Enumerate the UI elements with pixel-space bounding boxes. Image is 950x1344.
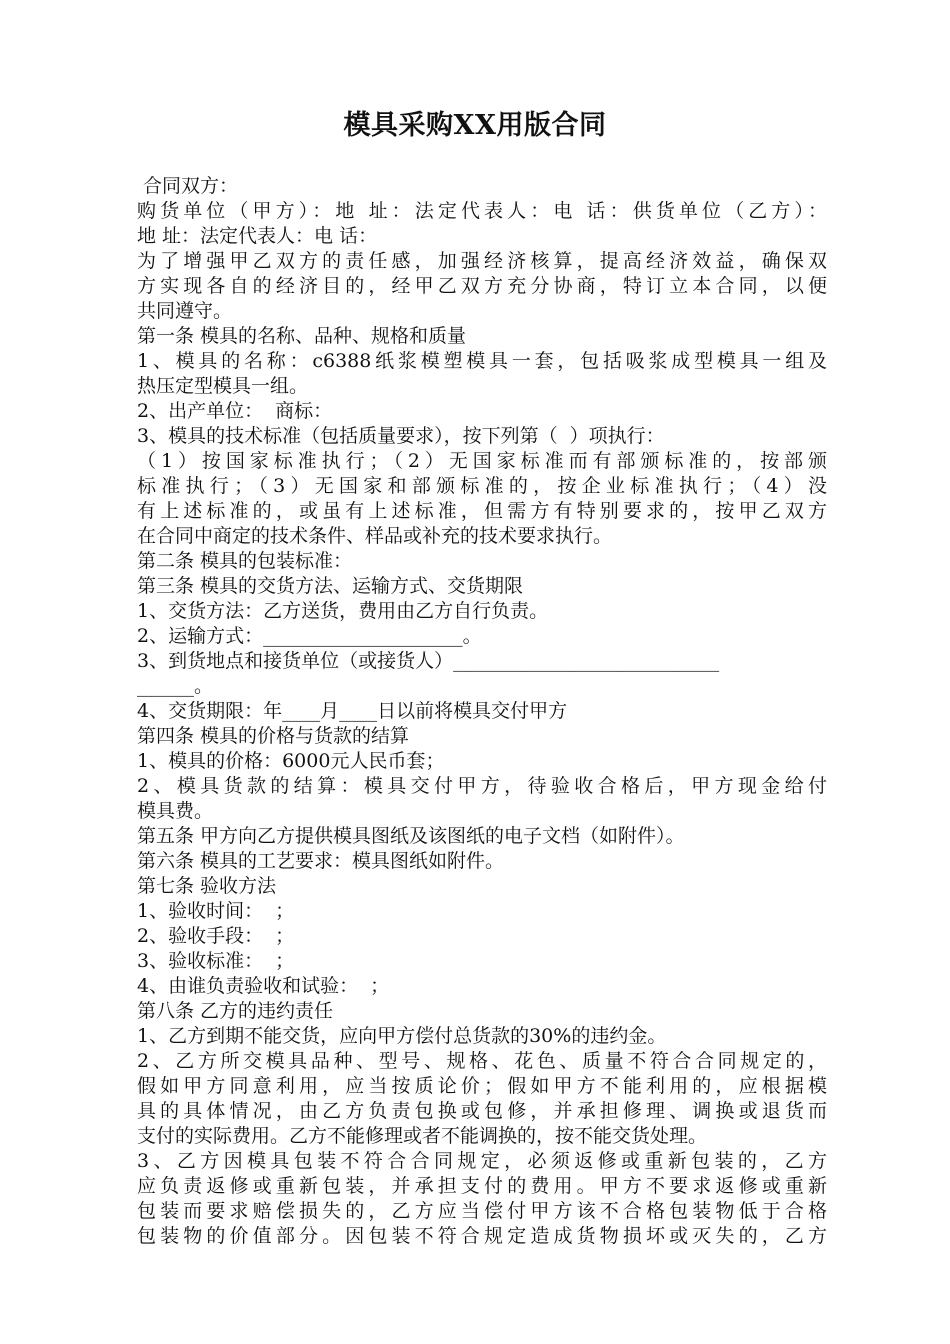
section-heading: 第一条 模具的名称、品种、规格和质量 — [137, 325, 467, 347]
text-line: 假如甲方同意利用，应当按质论价；假如甲方不能利用的，应根据模 — [137, 1075, 827, 1097]
text-line: 方实现各自的经济目的，经甲乙双方充分协商，特订立本合同，以便 — [137, 275, 827, 297]
text-line: 1、验收时间： ； — [137, 900, 295, 922]
section-heading: 第三条 模具的交货方法、运输方式、交货期限 — [137, 575, 524, 597]
text-line: 包装而要求赔偿损失的，乙方应当偿付甲方该不合格包装物低于合格 — [137, 1200, 827, 1222]
text-line: 应负责返修或重新包装，并承担支付的费用。甲方不要求返修或重新 — [137, 1175, 827, 1197]
text-line: 支付的实际费用。乙方不能修理或者不能调换的，按不能交货处理。 — [137, 1125, 708, 1147]
text-line: 为了增强甲乙双方的责任感，加强经济核算，提高经济效益，确保双 — [137, 250, 827, 272]
text-line: 1、交货方法：乙方送货，费用由乙方自行负责。 — [137, 600, 549, 622]
text-line: 在合同中商定的技术条件、样品或补充的技术要求执行。 — [137, 525, 613, 547]
text-line: 2、验收手段： ； — [137, 925, 295, 947]
text-line: 3、模具的技术标准（包括质量要求），按下列第（ ）项执行： — [137, 425, 665, 447]
text-line: ______。 — [137, 675, 214, 697]
section-heading: 第七条 验收方法 — [137, 875, 277, 897]
text-line: 3、乙方因模具包装不符合合同规定，必须返修或重新包装的，乙方 — [137, 1150, 827, 1172]
document-title: 模具采购XX用版合同 — [343, 110, 607, 141]
text-line: 1、乙方到期不能交货，应向甲方偿付总货款的30%的违约金。 — [137, 1025, 667, 1047]
text-line: （1）按国家标准执行；（2）无国家标准而有部颁标准的，按部颁 — [137, 450, 827, 472]
section-heading: 第四条 模具的价格与货款的结算 — [137, 725, 410, 747]
text-line: 2、乙方所交模具品种、型号、规格、花色、质量不符合合同规定的， — [137, 1050, 827, 1072]
text-line: 合同双方： — [137, 175, 239, 197]
text-line: 1、模具的价格：6000元人民币套； — [137, 750, 445, 772]
text-line: 具的具体情况，由乙方负责包换或包修，并承担修理、调换或退货而 — [137, 1100, 827, 1122]
section-heading: 第五条 甲方向乙方提供模具图纸及该图纸的电子文档（如附件）。 — [137, 825, 685, 847]
text-line: 地 址：法定代表人：电 话： — [137, 225, 378, 247]
text-line: 热压定型模具一组。 — [137, 375, 309, 397]
section-heading: 第八条 乙方的违约责任 — [137, 1000, 334, 1022]
text-line: 2、模具货款的结算：模具交付甲方，待验收合格后，甲方现金给付 — [137, 775, 827, 797]
text-line: 4、交货期限：年____月____日以前将模具交付甲方 — [137, 700, 568, 722]
text-line: 共同遵守。 — [137, 300, 233, 322]
text-line: 3、到货地点和接货单位（或接货人）____________________________ — [137, 650, 720, 672]
text-line: 购货单位（甲方）：地 址：法定代表人：电 话：供货单位（乙方）： — [137, 200, 827, 222]
section-heading: 第六条 模具的工艺要求：模具图纸如附件。 — [137, 850, 505, 872]
text-line: 有上述标准的，或虽有上述标准，但需方有特别要求的，按甲乙双方 — [137, 500, 827, 522]
text-line: 2、出产单位： 商标： — [137, 400, 333, 422]
text-line: 标准执行；（3）无国家和部颁标准的，按企业标准执行；（4）没 — [137, 475, 827, 497]
document-body — [137, 174, 827, 1249]
text-line: 3、验收标准： ； — [137, 950, 295, 972]
section-heading: 第二条 模具的包装标准： — [137, 550, 353, 572]
text-line: 2、运输方式：_____________________。 — [137, 625, 482, 647]
text-line: 包装物的价值部分。因包装不符合规定造成货物损坏或灭失的，乙方 — [137, 1225, 827, 1247]
text-line: 1、模具的名称：c6388纸浆模塑模具一套，包括吸浆成型模具一组及 — [137, 350, 827, 372]
text-line: 4、由谁负责验收和试验： ； — [137, 975, 390, 997]
text-line: 模具费。 — [137, 800, 214, 822]
